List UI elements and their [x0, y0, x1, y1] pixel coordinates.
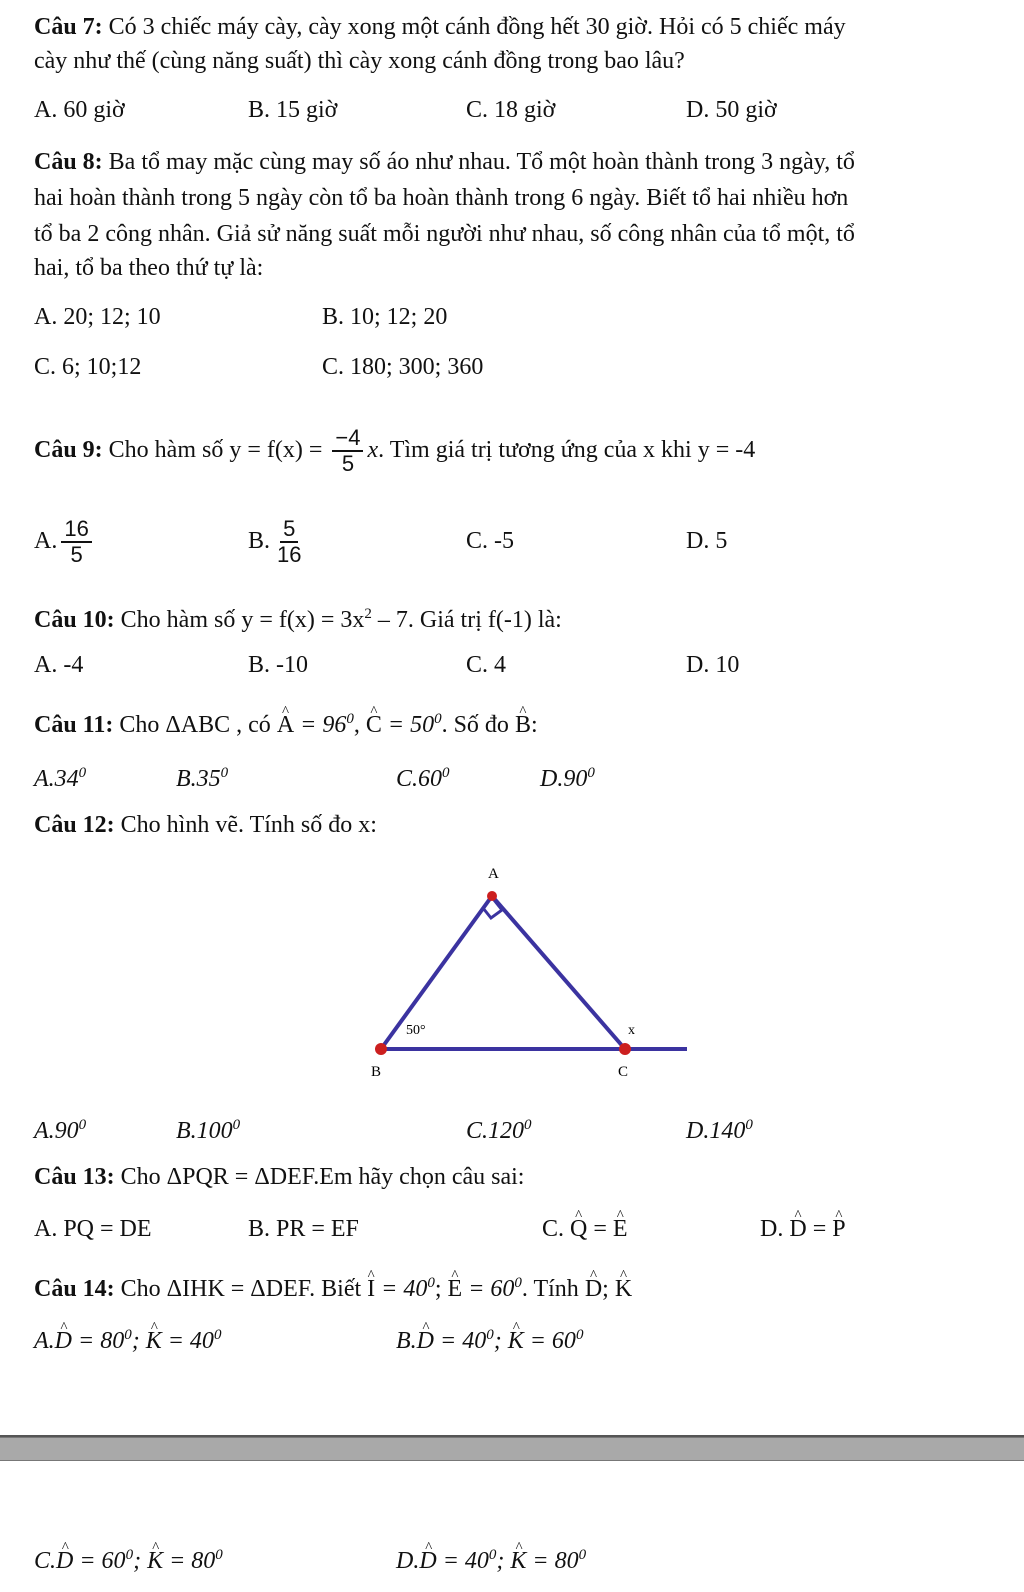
point-b: [375, 1043, 387, 1055]
q8-line1: Câu 8: Ba tổ may mặc cùng may số áo như nhau. Tổ một hoàn thành trong 3 ngày, tổ: [34, 149, 855, 175]
q10-line: Câu 10: Cho hàm số $y = f(x) = 3x^2 - 7$. Giá trị f(-1) là:: [34, 606, 562, 633]
q13-option-a[interactable]: A. PQ = DE: [34, 1216, 152, 1242]
q8-line2: hai hoàn thành trong 5 ngày còn tổ ba hoàn thành trong 6 ngày. Biết tổ hai nhiều hơn: [34, 185, 849, 211]
q7-title: Câu 7:: [34, 14, 103, 40]
q9-option-a[interactable]: A. $\frac{16}{5}$: [34, 512, 96, 570]
q13-option-b[interactable]: B. PR = EF: [248, 1216, 359, 1242]
q12-option-c[interactable]: C.120$^0$: [466, 1117, 532, 1144]
q8-option-a[interactable]: A. 20; 12; 10: [34, 304, 161, 330]
q14-option-a[interactable]: A.^ $D = 80^0$; ^ $K = 40^0$: [34, 1320, 221, 1356]
q9-line: Câu 9: Cho hàm số y = f(x) = $\frac{-4}{5}$ x. Tìm giá trị tương ứng của x khi y = -4: [34, 425, 756, 477]
q7-line1: Câu 7: Có 3 chiếc máy cày, cày xong một cánh đồng hết 30 giờ. Hỏi có 5 chiếc máy: [34, 14, 846, 40]
q12-option-a[interactable]: $A.90^0$: [34, 1117, 87, 1144]
point-a: [487, 891, 497, 901]
q14-line: Câu 14: Cho ΔIHK = ΔDEF. Biết ^ $I = 40^0$; ^ $E = 60^0$. Tính ^ D; ^ K: [34, 1268, 632, 1304]
q8-option-c[interactable]: C. 6; 10;12: [34, 354, 142, 380]
q11-option-d[interactable]: $D.90^0$: [540, 765, 595, 792]
q12-triangle-figure: [360, 862, 700, 1088]
q11-option-a[interactable]: $A.34^0$: [34, 765, 87, 792]
q13-line: Câu 13: Cho ΔPQR = ΔDEF.Em hãy chọn câu sai:: [34, 1164, 525, 1190]
q11-line: Câu 11: Cho ΔABC , có ^ $A = 96^0$, ^ $C = 50^0$. Số đo ^ B:: [34, 704, 538, 740]
label-angle-b: 50°: [406, 1023, 426, 1038]
q12-title: Câu 12:: [34, 812, 115, 838]
q10-option-a[interactable]: A. -4: [34, 652, 84, 678]
q14-option-b[interactable]: B.^ $D = 40^0$; ^ $K = 60^0$: [396, 1320, 583, 1356]
label-a: A: [488, 866, 499, 882]
q9-fraction: $\frac{-4}{5}$: [332, 426, 363, 476]
q14-title: Câu 14:: [34, 1276, 115, 1302]
point-c: [619, 1043, 631, 1055]
q8-option-b[interactable]: B. 10; 12; 20: [322, 304, 448, 330]
q8-option-c2[interactable]: C. 180; 300; 360: [322, 354, 484, 380]
side-ac: [492, 896, 625, 1049]
q7-option-a[interactable]: A. 60 giờ: [34, 97, 125, 123]
q8-line4: hai, tổ ba theo thứ tự là:: [34, 255, 264, 281]
q11-option-c[interactable]: $C.60^0$: [396, 765, 450, 792]
q12-option-b[interactable]: B.100$^0$: [176, 1117, 241, 1144]
q7-option-d[interactable]: D. 50 giờ: [686, 97, 777, 123]
q13-title: Câu 13:: [34, 1164, 115, 1190]
page-break-band: [0, 1437, 1024, 1461]
q10-title: Câu 10:: [34, 607, 115, 633]
label-c: C: [618, 1064, 629, 1080]
q7-line2: cày như thế (cùng năng suất) thì cày xong cánh đồng trong bao lâu?: [34, 48, 685, 74]
q13-option-c[interactable]: C. ^ Q = ^ E: [542, 1214, 628, 1244]
q8-line3: tổ ba 2 công nhân. Giả sử năng suất mỗi người như nhau, số công nhân của tổ một, tổ: [34, 221, 855, 247]
q11-title: Câu 11:: [34, 712, 114, 738]
q12-line: Câu 12: Cho hình vẽ. Tính số đo x:: [34, 812, 377, 838]
q10-option-c[interactable]: C. 4: [466, 652, 507, 678]
q8-title: Câu 8:: [34, 149, 103, 175]
q7-option-c[interactable]: C. 18 giờ: [466, 97, 556, 123]
q9-title: Câu 9:: [34, 437, 103, 463]
q10-option-d[interactable]: D. 10: [686, 652, 740, 678]
q14-option-c[interactable]: C.^ $D = 60^0$; ^ $K = 80^0$: [34, 1540, 223, 1576]
q9-option-d[interactable]: D. 5: [686, 528, 728, 554]
label-angle-x: x: [628, 1023, 635, 1038]
q9-option-c[interactable]: C. -5: [466, 528, 514, 554]
side-ab: [381, 896, 492, 1049]
q14-option-d[interactable]: D.^ $D = 40^0$; ^ $K = 80^0$: [396, 1540, 586, 1576]
q11-option-b[interactable]: $B.35^0$: [176, 765, 229, 792]
label-b: B: [371, 1064, 382, 1080]
q10-option-b[interactable]: B. -10: [248, 652, 308, 678]
q12-option-d[interactable]: D.140$^0$: [686, 1117, 753, 1144]
q13-option-d[interactable]: D. ^ D = ^ P: [760, 1214, 846, 1244]
q9-option-b[interactable]: B. $\frac{5}{16}$: [248, 516, 302, 568]
q7-option-b[interactable]: B. 15 giờ: [248, 97, 338, 123]
